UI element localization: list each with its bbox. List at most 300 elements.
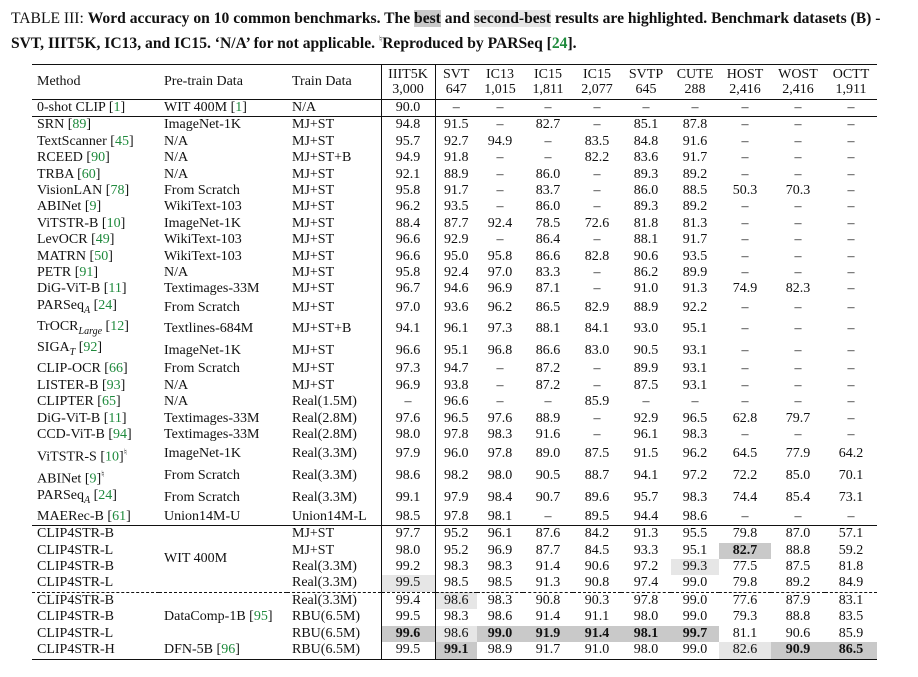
pretrain-cell: WikiText-103 bbox=[164, 248, 242, 264]
value-cell: 88.8 bbox=[785, 542, 811, 558]
method-name: VisionLAN bbox=[37, 183, 103, 199]
value-cell: 93.5 bbox=[444, 199, 469, 215]
value-cell: – bbox=[794, 265, 802, 281]
citation-link[interactable]: 66 bbox=[108, 361, 123, 377]
value-cell: 88.9 bbox=[633, 300, 659, 316]
value-cell: – bbox=[794, 166, 802, 182]
value-cell: – bbox=[847, 133, 855, 149]
value-cell: 94.8 bbox=[381, 117, 435, 134]
train-cell: MJ+ST bbox=[287, 543, 381, 559]
col-header-train: Train Data bbox=[287, 65, 381, 100]
value-cell: – bbox=[741, 342, 749, 358]
train-cell: Real(1.5M) bbox=[287, 394, 381, 410]
value-cell: 86.5 bbox=[535, 300, 561, 316]
value-cell: 93.6 bbox=[444, 300, 469, 316]
value-cell: 82.3 bbox=[785, 281, 811, 297]
value-cell: 87.5 bbox=[633, 377, 659, 393]
value-cell: 96.2 bbox=[381, 199, 435, 215]
method-cell bbox=[32, 642, 159, 659]
value-cell: 99.5 bbox=[381, 575, 435, 592]
value-cell: 95.8 bbox=[381, 265, 435, 281]
method-cell: DiG-ViT-B [11] bbox=[37, 410, 127, 426]
value-cell: 97.2 bbox=[633, 559, 659, 575]
table-row bbox=[32, 216, 877, 232]
value-cell: 98.1 bbox=[487, 508, 513, 524]
benchmark-count: 2,416 bbox=[729, 82, 761, 97]
value-cell: – bbox=[794, 232, 802, 248]
value-cell: 83.7 bbox=[535, 183, 561, 199]
value-cell: 70.1 bbox=[838, 468, 864, 484]
value-cell: – bbox=[496, 377, 504, 393]
value-cell: 85.1 bbox=[621, 117, 671, 134]
method-name: TrOCR bbox=[37, 319, 79, 335]
value-cell: – bbox=[794, 150, 802, 166]
train-cell: MJ+ST bbox=[287, 249, 381, 265]
value-cell: 91.7 bbox=[682, 232, 708, 248]
citation-link[interactable]: 92 bbox=[83, 340, 98, 356]
table-row bbox=[32, 150, 877, 166]
benchmark-count: 3,000 bbox=[392, 82, 424, 97]
table-row bbox=[32, 411, 877, 427]
caption-part: and bbox=[440, 10, 474, 27]
value-cell: 92.4 bbox=[444, 265, 469, 281]
value-cell: 88.5 bbox=[682, 183, 708, 199]
pretrain-cell: From Scratch bbox=[164, 183, 240, 199]
value-cell: 88.1 bbox=[535, 321, 561, 337]
value-cell: 91.3 bbox=[682, 281, 708, 297]
train-cell: RBU(6.5M) bbox=[287, 626, 381, 642]
value-cell: 89.9 bbox=[682, 265, 708, 281]
method-cell: CLIP-OCR [66] bbox=[37, 361, 128, 377]
value-cell: – bbox=[794, 199, 802, 215]
citation-link[interactable]: 95 bbox=[253, 609, 268, 625]
value-cell: 88.4 bbox=[381, 216, 435, 232]
pretrain-cell: N/A bbox=[164, 265, 189, 281]
value-cell: – bbox=[771, 117, 825, 134]
benchmark-name: IC15 bbox=[583, 66, 611, 82]
pretrain-cell: Union14M-U bbox=[164, 508, 241, 524]
value-cell: – bbox=[593, 377, 601, 393]
benchmark-name: IC15 bbox=[534, 66, 562, 82]
value-cell: – bbox=[477, 100, 523, 117]
train-cell: MJ+ST bbox=[287, 265, 381, 281]
value-cell: 62.8 bbox=[732, 410, 758, 426]
benchmark-count: 288 bbox=[684, 82, 706, 97]
value-cell: 91.4 bbox=[535, 609, 561, 625]
citation-link[interactable]: 96 bbox=[221, 642, 236, 658]
table-row bbox=[32, 642, 877, 659]
value-cell: 98.4 bbox=[487, 490, 513, 506]
value-cell: 95.0 bbox=[444, 248, 469, 264]
value-cell: 98.5 bbox=[381, 509, 435, 526]
value-cell: – bbox=[741, 199, 749, 215]
citation-link[interactable]: 1 bbox=[113, 100, 121, 115]
value-cell: 89.0 bbox=[535, 446, 561, 462]
benchmark-name: SVTP bbox=[628, 66, 664, 82]
value-cell: – bbox=[847, 248, 855, 264]
pretrain-cell: ImageNet-1K bbox=[164, 215, 241, 231]
value-cell: 85.0 bbox=[785, 468, 811, 484]
value-cell: 92.9 bbox=[444, 232, 469, 248]
train-cell: Real(3.3M) bbox=[287, 575, 381, 592]
value-cell: 97.8 bbox=[444, 508, 469, 524]
value-cell: – bbox=[847, 342, 855, 358]
value-cell: 97.6 bbox=[381, 411, 435, 427]
value-cell: 64.2 bbox=[838, 446, 864, 462]
value-cell: 97.8 bbox=[444, 427, 469, 443]
pretrain-cell: N/A bbox=[164, 150, 189, 166]
value-cell: 98.5 bbox=[487, 575, 513, 591]
value-cell: 77.9 bbox=[785, 446, 811, 462]
value-cell: – bbox=[544, 508, 552, 524]
value-cell: 87.7 bbox=[535, 542, 561, 558]
value-cell: – bbox=[847, 377, 855, 393]
value-cell: 92.4 bbox=[487, 215, 513, 231]
value-cell: 94.1 bbox=[381, 319, 435, 340]
value-cell: 96.6 bbox=[381, 232, 435, 248]
value-cell: 83.5 bbox=[584, 133, 610, 149]
method-name: ABINet bbox=[37, 471, 82, 487]
method-cell: 0-shot CLIP [1] bbox=[32, 100, 159, 117]
value-cell: 96.2 bbox=[487, 300, 513, 316]
caption-part: Reproduced by PARSeq [ bbox=[382, 35, 552, 53]
method-name: CLIP4STR-B bbox=[37, 559, 115, 575]
value-cell: 99.5 bbox=[381, 609, 435, 625]
value-cell: 79.8 bbox=[732, 575, 758, 591]
value-cell: 92.7 bbox=[444, 133, 469, 149]
table-row bbox=[32, 626, 877, 642]
value-cell: 98.3 bbox=[487, 427, 513, 443]
method-cell: MAERec-B [61] bbox=[37, 508, 131, 524]
value-cell: 83.6 bbox=[633, 150, 659, 166]
value-cell: 98.6 bbox=[435, 626, 477, 642]
value-cell: – bbox=[794, 427, 802, 443]
value-cell: 97.0 bbox=[487, 265, 513, 281]
train-cell: Real(3.3M) bbox=[287, 559, 381, 575]
value-cell: 95.1 bbox=[682, 542, 708, 558]
value-cell: 87.8 bbox=[671, 117, 719, 134]
value-cell: 90.0 bbox=[381, 100, 435, 117]
value-cell: 98.0 bbox=[381, 427, 435, 443]
table-row bbox=[32, 298, 877, 319]
citation-link[interactable]: 10 bbox=[105, 449, 120, 465]
caption-part: results are highlighted. Benchmark datasets (B) - SVT, IIIT5K, IC13, and IC15. ‘N/A’ for not applicable. bbox=[11, 10, 881, 53]
value-cell: 94.9 bbox=[381, 150, 435, 166]
value-cell: – bbox=[771, 100, 825, 117]
value-cell: 86.0 bbox=[633, 183, 659, 199]
caption-text bbox=[11, 10, 880, 52]
train-cell: MJ+ST bbox=[287, 526, 381, 543]
value-cell: – bbox=[847, 215, 855, 231]
value-cell: 95.2 bbox=[444, 542, 469, 558]
value-cell: 78.5 bbox=[535, 215, 561, 231]
citation-link[interactable]: 11 bbox=[108, 410, 122, 426]
method-cell bbox=[32, 526, 159, 543]
value-cell: 91.4 bbox=[535, 559, 561, 575]
value-cell: 93.3 bbox=[633, 542, 659, 558]
table-row bbox=[32, 361, 877, 377]
value-cell: – bbox=[496, 199, 504, 215]
value-cell: 98.3 bbox=[682, 490, 708, 506]
method-cell bbox=[32, 575, 159, 592]
method-name: MAERec-B bbox=[37, 508, 104, 524]
method-subscript: Large bbox=[78, 325, 103, 337]
method-cell: PETR [91] bbox=[37, 265, 99, 281]
value-cell: 84.1 bbox=[584, 321, 610, 337]
value-cell: 82.8 bbox=[584, 248, 610, 264]
value-cell: 88.7 bbox=[584, 468, 610, 484]
pretrain-cell: WIT 400M [1] bbox=[159, 100, 287, 117]
value-cell: 94.9 bbox=[487, 133, 513, 149]
benchmark-name: IIIT5K bbox=[388, 66, 428, 82]
value-cell: 96.1 bbox=[477, 526, 523, 543]
method-name: PETR bbox=[37, 265, 72, 281]
value-cell: – bbox=[847, 199, 855, 215]
table-row bbox=[32, 509, 877, 526]
value-cell: 94.1 bbox=[633, 468, 659, 484]
table-caption bbox=[11, 8, 909, 54]
value-cell: 57.1 bbox=[825, 526, 877, 543]
value-cell: 99.1 bbox=[435, 642, 477, 659]
pretrain-cell: From Scratch bbox=[164, 300, 240, 316]
pretrain-cell: ImageNet-1K bbox=[159, 117, 287, 134]
value-cell: 94.7 bbox=[444, 361, 469, 377]
value-cell: 74.9 bbox=[732, 281, 758, 297]
pretrain-cell: From Scratch bbox=[164, 468, 240, 484]
table-row bbox=[32, 592, 877, 609]
value-cell: 86.5 bbox=[825, 642, 877, 659]
value-cell: – bbox=[847, 265, 855, 281]
value-cell: 97.4 bbox=[633, 575, 659, 591]
citation-link[interactable]: 12 bbox=[110, 319, 125, 335]
value-cell: 93.1 bbox=[682, 377, 708, 393]
col-header-method: Method bbox=[32, 65, 159, 100]
citation-link[interactable]: 10 bbox=[106, 215, 121, 231]
table-row bbox=[32, 265, 877, 281]
col-header-benchmark bbox=[621, 65, 671, 100]
pretrain-cell: N/A bbox=[164, 377, 189, 393]
train-cell: N/A bbox=[287, 100, 381, 117]
citation-link[interactable]: 24 bbox=[98, 297, 113, 313]
citation-link[interactable]: 9 bbox=[89, 471, 97, 487]
value-cell: 88.9 bbox=[444, 166, 469, 182]
value-cell: – bbox=[523, 100, 573, 117]
citation-link[interactable]: 91 bbox=[79, 265, 94, 281]
benchmark-count: 1,811 bbox=[532, 82, 564, 97]
method-cell bbox=[32, 559, 159, 575]
method-cell bbox=[32, 626, 159, 642]
method-name: 0-shot CLIP bbox=[37, 100, 106, 115]
value-cell: 91.7 bbox=[523, 642, 573, 659]
value-cell: 89.2 bbox=[682, 166, 708, 182]
value-cell: 98.0 bbox=[381, 543, 435, 559]
value-cell: 99.4 bbox=[381, 592, 435, 609]
value-cell: 91.0 bbox=[573, 642, 621, 659]
value-cell: 87.2 bbox=[535, 361, 561, 377]
method-name: CLIP4STR-B bbox=[37, 609, 115, 625]
value-cell: 50.3 bbox=[732, 183, 758, 199]
value-cell: 98.3 bbox=[682, 427, 708, 443]
value-cell: 64.5 bbox=[732, 446, 758, 462]
method-cell: ABINet [9] bbox=[37, 199, 102, 215]
table-row bbox=[32, 340, 877, 361]
value-cell: 86.2 bbox=[633, 265, 659, 281]
method-name: CLIP4STR-H bbox=[37, 642, 115, 658]
value-cell: 83.1 bbox=[825, 592, 877, 609]
value-cell: 90.5 bbox=[633, 342, 659, 358]
citation-link[interactable]: 65 bbox=[101, 394, 116, 410]
train-cell: MJ+ST bbox=[287, 117, 381, 134]
value-cell: – bbox=[593, 361, 601, 377]
value-cell: – bbox=[847, 183, 855, 199]
value-cell: 85.4 bbox=[785, 490, 811, 506]
value-cell: 95.1 bbox=[444, 342, 469, 358]
citation-link[interactable]: 50 bbox=[94, 248, 109, 264]
value-cell: 81.8 bbox=[838, 559, 864, 575]
value-cell: 96.9 bbox=[381, 378, 435, 394]
value-cell: – bbox=[741, 265, 749, 281]
col-header-benchmark bbox=[477, 65, 523, 100]
value-cell: 89.3 bbox=[633, 199, 659, 215]
citation-link[interactable]: 93 bbox=[106, 377, 121, 393]
value-cell: 98.9 bbox=[477, 642, 523, 659]
value-cell: – bbox=[794, 300, 802, 316]
value-cell: 85.9 bbox=[584, 394, 610, 410]
value-cell: 95.1 bbox=[682, 321, 708, 337]
citation-link[interactable]: 45 bbox=[114, 133, 129, 149]
benchmark-count: 1,911 bbox=[835, 82, 867, 97]
value-cell: – bbox=[593, 166, 601, 182]
value-cell: – bbox=[741, 377, 749, 393]
value-cell: 96.2 bbox=[682, 446, 708, 462]
value-cell: – bbox=[847, 150, 855, 166]
method-name: DiG-ViT-B bbox=[37, 410, 101, 426]
value-cell: – bbox=[794, 377, 802, 393]
value-cell: 72.2 bbox=[732, 468, 758, 484]
value-cell: – bbox=[847, 410, 855, 426]
value-cell: 98.1 bbox=[621, 626, 671, 642]
method-cell: ViTSTR-B [10] bbox=[37, 215, 126, 231]
value-cell: 99.3 bbox=[671, 559, 719, 575]
train-cell: MJ+ST bbox=[287, 134, 381, 150]
value-cell: 83.5 bbox=[838, 609, 864, 625]
citation-link[interactable]: 49 bbox=[95, 232, 110, 248]
method-cell: DiG-ViT-B [11] bbox=[37, 281, 127, 297]
value-cell: – bbox=[847, 508, 855, 524]
train-cell: RBU(6.5M) bbox=[287, 642, 381, 659]
pretrain-cell: ImageNet-1K bbox=[164, 446, 241, 462]
value-cell: 98.3 bbox=[487, 559, 513, 575]
method-name: CLIPTER bbox=[37, 394, 94, 410]
reproduced-mark: ♮ bbox=[101, 468, 105, 479]
method-cell: ABINet [9]♮ bbox=[37, 468, 105, 487]
value-cell: 95.7 bbox=[633, 490, 659, 506]
method-name: ABINet bbox=[37, 199, 82, 215]
citation-link[interactable]: 90 bbox=[91, 150, 106, 166]
value-cell: – bbox=[741, 427, 749, 443]
citation-link[interactable]: 9 bbox=[89, 199, 97, 215]
train-cell: RBU(6.5M) bbox=[287, 609, 381, 625]
value-cell: – bbox=[671, 100, 719, 117]
value-cell: – bbox=[741, 361, 749, 377]
value-cell: 96.1 bbox=[444, 321, 469, 337]
value-cell: 82.7 bbox=[523, 117, 573, 134]
benchmark-count: 2,077 bbox=[581, 82, 613, 97]
method-cell: CLIPTER [65] bbox=[37, 394, 121, 410]
value-cell: 82.7 bbox=[719, 543, 771, 559]
pretrain-cell: WikiText-103 bbox=[164, 199, 242, 215]
value-cell: – bbox=[593, 410, 601, 426]
value-cell: 96.8 bbox=[487, 342, 513, 358]
value-cell: 89.2 bbox=[682, 199, 708, 215]
method-cell: ViTSTR-S [10]♮ bbox=[37, 446, 127, 465]
col-header-benchmark bbox=[381, 65, 435, 100]
benchmark-count: 2,416 bbox=[782, 82, 814, 97]
citation-link[interactable]: 11 bbox=[108, 281, 122, 297]
value-cell: 89.3 bbox=[633, 166, 659, 182]
value-cell: – bbox=[741, 248, 749, 264]
value-cell: 98.0 bbox=[633, 609, 659, 625]
citation-link[interactable]: 78 bbox=[110, 183, 125, 199]
caption-part: Word accuracy on 10 common benchmarks. The bbox=[87, 10, 415, 27]
value-cell: 99.0 bbox=[682, 609, 708, 625]
citation-link[interactable]: 60 bbox=[81, 166, 96, 182]
value-cell: 98.0 bbox=[621, 642, 671, 659]
citation-link[interactable]: 61 bbox=[112, 508, 127, 524]
method-name: CLIP4STR-B bbox=[37, 526, 115, 542]
value-cell: – bbox=[496, 150, 504, 166]
method-name: CLIP-OCR bbox=[37, 361, 101, 377]
value-cell: 90.7 bbox=[535, 490, 561, 506]
citation-link[interactable]: 24 bbox=[98, 487, 113, 503]
method-cell: $SIGA_T$ [92] bbox=[37, 340, 103, 359]
value-cell: – bbox=[496, 394, 504, 410]
value-cell: 86.0 bbox=[535, 199, 561, 215]
value-cell: 81.8 bbox=[633, 215, 659, 231]
value-cell: 86.6 bbox=[535, 342, 561, 358]
method-cell bbox=[32, 592, 159, 609]
value-cell: 90.3 bbox=[573, 592, 621, 609]
value-cell: – bbox=[847, 427, 855, 443]
col-header-benchmark bbox=[719, 65, 771, 100]
citation-link[interactable]: 94 bbox=[113, 427, 128, 443]
table-row bbox=[32, 183, 877, 199]
pretrain-name: DFN-5B bbox=[164, 642, 214, 658]
value-cell: 91.6 bbox=[535, 427, 561, 443]
value-cell: 98.6 bbox=[381, 466, 435, 488]
benchmark-name: OCTT bbox=[832, 66, 870, 82]
method-name: LevOCR bbox=[37, 232, 88, 248]
train-cell: MJ+ST bbox=[287, 378, 381, 394]
pretrain-cell: DFN-5B [96] bbox=[159, 642, 287, 659]
value-cell: 96.9 bbox=[487, 281, 513, 297]
citation-link[interactable]: 1 bbox=[235, 100, 243, 115]
caption-citation[interactable]: 24 bbox=[551, 35, 568, 53]
value-cell: 97.3 bbox=[487, 321, 513, 337]
value-cell: – bbox=[496, 361, 504, 377]
citation-link[interactable]: 89 bbox=[72, 117, 87, 133]
value-cell: – bbox=[496, 183, 504, 199]
table-row bbox=[32, 378, 877, 394]
value-cell: 90.6 bbox=[785, 625, 811, 641]
value-cell: 97.3 bbox=[381, 361, 435, 377]
value-cell: 91.7 bbox=[444, 183, 469, 199]
method-name: DiG-ViT-B bbox=[37, 281, 101, 297]
caption-mark: ♮ bbox=[378, 34, 383, 44]
table-row bbox=[32, 609, 877, 625]
value-cell: 90.9 bbox=[771, 642, 825, 659]
value-cell: 93.8 bbox=[444, 377, 469, 393]
